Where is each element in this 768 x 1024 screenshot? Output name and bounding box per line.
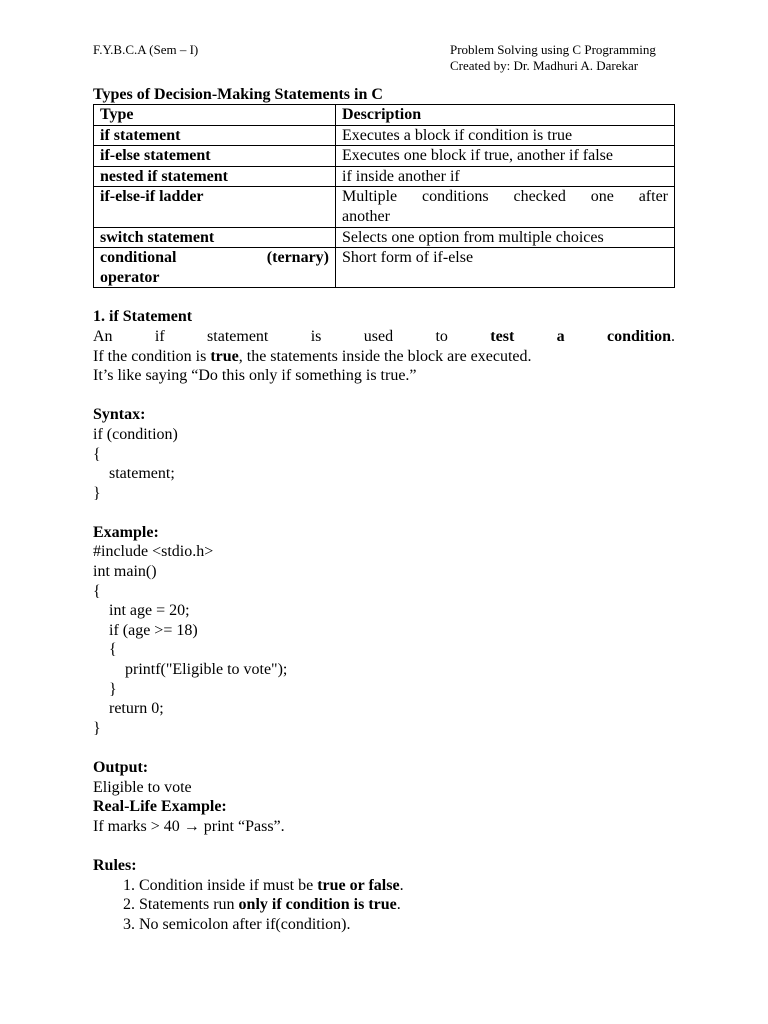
table-row [94,248,675,288]
rule-text: No semicolon after if(condition). [139,915,351,933]
code-line: if (age >= 18) [93,621,198,639]
type-line: conditional (ternary) [100,249,329,267]
header-subject-block [450,42,656,74]
code-line: if (condition) [93,425,178,443]
rule-punct: . [399,876,404,894]
real-life-text: If marks > 40 → print “Pass”. [93,817,285,835]
condition-bold: true [210,347,239,365]
intro-line [93,327,675,347]
table-row [94,166,675,187]
code-line: { [93,641,117,659]
column-header-type: Type [94,105,336,126]
document-body [93,86,675,934]
code-line: int age = 20; [93,602,190,620]
table-header-row [94,105,675,126]
rule-punct: . [396,896,401,914]
real-life-heading: Real-Life Example: [93,798,227,816]
table-title: Types of Decision-Making Statements in C [93,86,383,103]
code-line: #include <stdio.h> [93,543,214,561]
description-cell: if inside another if [336,166,675,187]
description-line: another [342,207,390,225]
rule-item [139,876,675,896]
column-header-description: Description [336,105,675,126]
rule-text: Statements run [139,896,239,914]
table-row [94,125,675,146]
intro-bold: test a condition [490,327,672,345]
header-course: F.Y.B.C.A (Sem – I) [93,42,199,57]
analogy-line: It’s like saying “Do this only if something is true.” [93,367,417,385]
description-line: Multiple conditions checked one after [342,188,668,206]
type-cell [94,248,336,288]
syntax-heading: Syntax: [93,406,146,424]
rule-text: Condition inside if must be [139,876,318,894]
description-cell: Short form of if-else [336,248,675,288]
header-author: Created by: Dr. Madhuri A. Darekar [450,58,639,73]
code-line: statement; [93,465,175,483]
rule-bold: only if condition is true [238,896,397,914]
code-line: printf("Eligible to vote"); [93,661,288,679]
code-line: } [93,680,117,698]
decision-types-table [93,104,675,288]
type-line: operator [100,268,160,286]
rules-list [93,876,675,935]
example-heading: Example: [93,523,159,541]
condition-text-end: , the statements inside the block are executed. [238,347,532,365]
code-line: } [93,484,101,502]
type-cell: nested if statement [94,166,336,187]
rule-item [139,895,675,915]
rules-heading: Rules: [93,856,137,874]
intro-punct: . [671,327,676,345]
rule-item [139,915,675,935]
code-line: int main() [93,563,157,581]
code-line: return 0; [93,700,164,718]
description-cell [336,187,675,227]
type-cell: if-else-if ladder [94,187,336,227]
description-cell: Executes one block if true, another if false [336,146,675,167]
type-cell: if statement [94,125,336,146]
output-text: Eligible to vote [93,778,192,796]
output-heading: Output: [93,759,149,776]
section-heading: 1. if Statement [93,308,193,326]
table-row [94,146,675,167]
type-cell: if-else statement [94,146,336,167]
table-row [94,187,675,227]
condition-text: If the condition is [93,347,211,365]
table-row [94,227,675,248]
rule-bold: true or false [317,876,400,894]
code-line: { [93,445,101,463]
description-cell: Executes a block if condition is true [336,125,675,146]
code-line: } [93,719,101,737]
code-line: { [93,582,101,600]
intro-text: An if statement is used to [93,327,448,345]
condition-line [93,347,675,367]
header-subject: Problem Solving using C Programming [450,42,656,57]
description-cell: Selects one option from multiple choices [336,227,675,248]
type-cell: switch statement [94,227,336,248]
